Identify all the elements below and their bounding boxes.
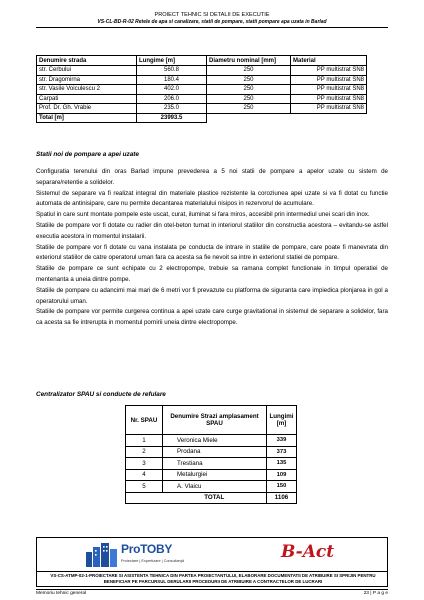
cell-street: str. Vasile Voiculescu 2 <box>37 85 137 95</box>
total-value: 23993.5 <box>137 113 207 123</box>
protoby-tagline: Proiectare | Expertizare | Consultanţă <box>121 559 184 563</box>
table-row <box>126 458 297 470</box>
spau-table <box>125 405 297 504</box>
footer-contract-note: VS-CS-ATMP-02-1-PROIECTARE SI ASISTENTA TEHNICA DIN PARTEA PROIECTANTULUI, ELABORARE DOCUMENTATII DE ATRIBUIRE SI SPRIJIN PENTRU BENEFICIAR PE PARCURSUL DERULARII PROCEDURII DE ATRIBUIRE A CONTRACTELOR DE LUCRARI <box>50 573 376 584</box>
cell-diameter: 250 <box>207 75 291 85</box>
table-row <box>37 66 367 76</box>
table-row <box>37 94 367 104</box>
section-title-pump-stations: Statii noi de pompare a apei uzate <box>36 151 139 158</box>
page-footer <box>36 589 388 596</box>
cell-street: Prof. Dr. Gh. Vrabie <box>37 104 137 114</box>
header-line-2: VS-CL-BD-R-02 Retele de apa si canalizare, statii de pompare, statii pompare apa uzata in Barlad <box>97 19 327 25</box>
section-title-spau: Centralizator SPAU si conducte de refulare <box>36 391 166 398</box>
total-label: TOTAL <box>163 492 267 504</box>
cell-diameter: 250 <box>207 104 291 114</box>
header-line-1: PROIECT TEHNIC SI DETALII DE EXECUTIE <box>154 12 270 18</box>
cell-material: PP multistrat SN8 <box>291 85 367 95</box>
paragraph: Statiile de pompare ce sunt echipate cu 2 electropompe, trebuie sa ramana complet functionale in timpul operatiei de mentenanta a uneia dintre pompe. <box>36 265 388 283</box>
col-street: Denumire strada <box>37 56 137 66</box>
cell-length: 373 <box>267 446 297 458</box>
cell-material: PP multistrat SN8 <box>291 66 367 76</box>
cell-street: Metalurgiei <box>163 469 267 481</box>
table-header-row <box>126 406 297 435</box>
cell-length: 339 <box>267 435 297 447</box>
cell-street: A. Vlaicu <box>163 481 267 493</box>
cell-street: Veronica Miele <box>163 435 267 447</box>
cell-nr: 2 <box>126 446 163 458</box>
cell-length: 150 <box>267 481 297 493</box>
page-number: 23 | P a g e <box>363 591 388 596</box>
pipes-table <box>36 55 367 123</box>
empty-cell <box>126 492 163 504</box>
table-row <box>37 75 367 85</box>
table-header-row <box>37 56 367 66</box>
col-length: Lungime [m] <box>137 56 207 66</box>
table-total-row <box>37 113 367 123</box>
cell-length: 135 <box>267 458 297 470</box>
cell-street: str. Cerbului <box>37 66 137 76</box>
paragraph: Spatiul in care sunt montate pompele este uscat, curat, iluminat si fara miros, accesibil prin intermediul unei scari din inox. <box>36 211 370 219</box>
page-header <box>36 12 388 28</box>
protoby-name: ProTOBY <box>121 542 173 556</box>
cell-length: 560.8 <box>137 66 207 76</box>
cell-length: 206.0 <box>137 94 207 104</box>
bact-name: B-Act <box>281 542 335 562</box>
cell-street: Carpati <box>37 94 137 104</box>
col-diameter: Diametru nominal [mm] <box>207 56 291 66</box>
cell-material: PP multistrat SN8 <box>291 104 367 114</box>
cell-nr: 3 <box>126 458 163 470</box>
paragraph: Statiile de pompare vor permite curgerea continua a apei uzate care curge gravitational in sistemul de separare a solidelor, fara ca acesta sa fie intrerupta in momentul pornirii uneia dintre electropompe. <box>36 308 388 327</box>
cell-street: Prodana <box>163 446 267 458</box>
cell-street: str. Dragomirna <box>37 75 137 85</box>
paragraph: Statiile de pompare cu adancimi mai mari de 6 metri vor fi prevazute cu platforma de siguranta care impiedica plonjarea in gol a operatorului uman. <box>36 286 388 305</box>
col-street-spau: Denumire Strazi amplasament SPAU <box>163 406 267 435</box>
bact-logo <box>275 542 355 569</box>
total-value: 1106 <box>267 492 297 504</box>
cell-material: PP multistrat SN8 <box>291 75 367 85</box>
total-label: Total [m] <box>37 113 137 123</box>
cell-length: 235.0 <box>137 104 207 114</box>
cell-diameter: 250 <box>207 85 291 95</box>
empty-cell <box>291 113 367 123</box>
cell-diameter: 250 <box>207 66 291 76</box>
cell-material: PP multistrat SN8 <box>291 94 367 104</box>
cell-street: Trestiana <box>163 458 267 470</box>
col-nr-spau: Nr. SPAU <box>126 406 163 435</box>
empty-cell <box>207 113 291 123</box>
table-row <box>37 85 367 95</box>
table-row <box>126 446 297 458</box>
paragraph: Sistemul de separare va fi realizat integral din materiale plastice rezistente la coroziunea apei uzate si va fi dotat cu functie automata de antinisipare, care nu permite decantarea materialului nisipos in rezervorul de acumulare. <box>36 189 388 208</box>
table-row <box>126 481 297 493</box>
col-lengths: Lungimi [m] <box>267 406 297 435</box>
table-row <box>126 435 297 447</box>
cell-nr: 1 <box>126 435 163 447</box>
table-total-row <box>126 492 297 504</box>
cell-diameter: 250 <box>207 94 291 104</box>
table-row <box>37 104 367 114</box>
protoby-logo <box>85 541 185 569</box>
paragraph: Statiile de pompare vor fi dotate cu vana instalata pe conducta de intrare in statiile de pompare, care poate fi manevrata din exteriorul statiilor de catre operatorul uman fara ca acesta sa fie nevoit sa intre in exteriorul statiei de pompare. <box>36 243 388 262</box>
cell-length: 180.4 <box>137 75 207 85</box>
footer-box <box>36 537 388 587</box>
table-row <box>126 469 297 481</box>
document-name: Memoriu tehnic general <box>36 591 87 596</box>
cell-length: 109 <box>267 469 297 481</box>
col-material: Material <box>291 56 367 66</box>
section-body <box>36 167 388 329</box>
footer-logos <box>37 538 387 572</box>
paragraph: Configuratia terenului din oras Barlad impune prevederea a 5 noi statii de pompare a apelor uzate cu sistem de separare/retentie a solidelor. <box>36 168 388 186</box>
cell-nr: 4 <box>126 469 163 481</box>
building-icon <box>85 541 119 567</box>
paragraph: Statiile de pompare vor fi dotate cu radier din otel-beton turnat in interiorul statiilor din constructia acestora – evitandu-se astfel executia acestora in momentul instalarii. <box>36 221 388 240</box>
cell-length: 402.0 <box>137 85 207 95</box>
cell-nr: 5 <box>126 481 163 493</box>
